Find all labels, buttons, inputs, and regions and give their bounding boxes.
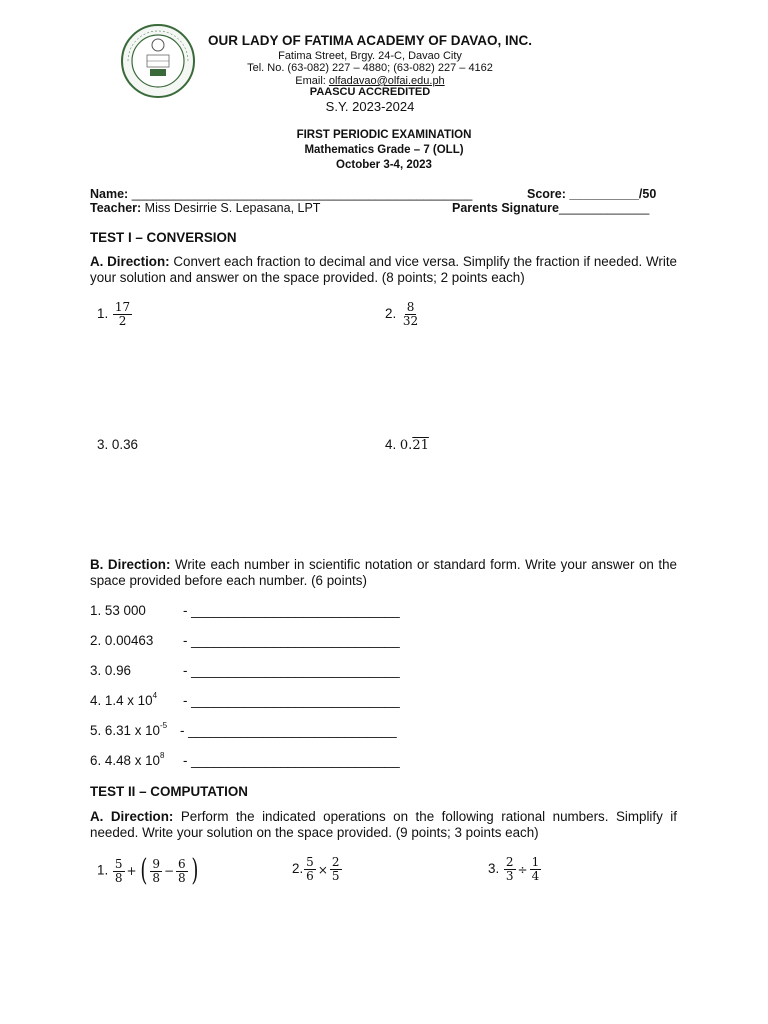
item-number: 5. — [90, 723, 102, 738]
answer-blank[interactable]: - ____________________________ — [183, 753, 400, 768]
right-paren: ) — [191, 853, 199, 888]
parents-signature-label: Parents Signature — [452, 201, 559, 215]
accreditation: PAASCU ACCREDITED — [309, 86, 431, 98]
fraction: $\frac{5}{8}$ — [114, 856, 123, 885]
item-number-value: 53 000 — [104, 603, 146, 618]
item-number-value: 1.4 x $10^4$ — [104, 691, 158, 708]
school-telephone: Tel. No. (63-082) 227 – 4880; (63-082) 227 – 4162 — [247, 62, 493, 74]
fraction: $\frac{2}{3}$ — [505, 855, 514, 883]
item-number: 2. — [292, 861, 304, 877]
partB-item-6[interactable] — [90, 753, 164, 768]
item-number: 3. — [488, 861, 500, 877]
exam-date: October 3-4, 2023 — [336, 159, 432, 171]
test1-partA-direction — [90, 254, 677, 286]
test2-item-2 — [292, 856, 343, 883]
exam-title: FIRST PERIODIC EXAMINATION — [296, 129, 472, 141]
item-number: 3. — [90, 663, 102, 678]
answer-blank[interactable]: - ____________________________ — [183, 603, 400, 618]
direction-label: A. Direction: — [90, 254, 170, 269]
direction-label: B. Direction: — [90, 557, 171, 572]
score-label: Score: — [527, 187, 566, 201]
answer-blank[interactable]: - ____________________________ — [183, 693, 400, 708]
test2-partA-direction — [90, 809, 677, 841]
test1-item-1 — [97, 301, 133, 328]
direction-text: Write each number in scientific notation or standard form. Write your answer on the space provided before each number. (6 points) — [90, 557, 677, 588]
item-number: 3. — [97, 437, 109, 452]
left-paren: ( — [139, 853, 147, 888]
test1-item-3 — [97, 437, 138, 452]
answer-blank[interactable]: - ____________________________ — [183, 663, 400, 678]
fraction: $\frac{9}{8}$ — [152, 856, 160, 885]
fraction: $\frac{2}{5}$ — [331, 855, 340, 883]
fraction: $\frac{8}{32}$ — [402, 300, 419, 328]
email-label: Email: — [295, 75, 329, 87]
partB-item-2[interactable] — [90, 633, 153, 648]
direction-text: Convert each fraction to decimal and vice versa. Simplify the fraction if needed. Write your solution and answer on the space provided. (8 points; 2 points each) — [90, 254, 677, 285]
teacher-label: Teacher: — [90, 201, 142, 215]
operator: − — [163, 864, 175, 878]
item-value: 0.36 — [111, 437, 138, 452]
email-link[interactable]: olfadavao@olfai.edu.ph — [328, 75, 445, 87]
operator: + — [126, 864, 137, 878]
item-number-value: 0.96 — [104, 663, 131, 678]
item-number: 4. — [90, 693, 102, 708]
item-number: 6. — [90, 753, 102, 768]
fraction: $\frac{17}{2}$ — [114, 300, 131, 328]
item-number-value: 4.48 x $10^8$ — [104, 751, 165, 768]
school-name: OUR LADY OF FATIMA ACADEMY OF DAVAO, INC. — [208, 33, 532, 48]
answer-blank[interactable]: - ____________________________ — [183, 633, 400, 648]
test1-partB-direction — [90, 557, 677, 589]
test2-item-3 — [488, 856, 542, 883]
direction-label: A. Direction: — [90, 809, 174, 824]
fraction: $\frac{1}{4}$ — [531, 855, 540, 883]
name-line: _________________________________________________ — [131, 187, 473, 201]
test2-item-1 — [97, 853, 200, 888]
exam-subject: Mathematics Grade – 7 (OLL) — [304, 144, 464, 156]
item-number-value: 0.00463 — [104, 633, 154, 648]
teacher-name: Miss Desirrie S. Lepasana, LPT — [144, 201, 321, 215]
fraction: $\frac{5}{6}$ — [306, 855, 314, 883]
teacher-line — [90, 201, 320, 215]
parents-signature-field[interactable] — [452, 201, 649, 215]
item-number: 1. — [90, 603, 102, 618]
test1-item-4 — [385, 437, 429, 453]
fraction: $\frac{6}{8}$ — [178, 856, 186, 885]
operator: × — [317, 862, 328, 877]
name-field[interactable] — [90, 187, 472, 201]
school-address: Fatima Street, Brgy. 24-C, Davao City — [278, 50, 462, 62]
name-label: Name: — [90, 187, 129, 201]
parents-signature-line: _____________ — [558, 201, 650, 215]
partB-item-3[interactable] — [90, 663, 131, 678]
item-number: 2. — [90, 633, 102, 648]
repeating-decimal: 0.21 — [399, 438, 429, 453]
test1-heading: TEST I – CONVERSION — [90, 230, 237, 245]
item-number-value: 6.31 x $10^{-5}$ — [104, 721, 168, 738]
answer-blank[interactable]: - ____________________________ — [180, 723, 397, 738]
score-line: __________/50 — [569, 187, 657, 201]
partB-item-5[interactable] — [90, 723, 167, 738]
item-number: 4. — [385, 437, 397, 452]
partB-item-4[interactable] — [90, 693, 157, 708]
test2-heading: TEST II – COMPUTATION — [90, 784, 248, 799]
item-number: 1. — [97, 862, 109, 878]
partB-item-1[interactable] — [90, 603, 146, 618]
test1-item-2 — [385, 301, 421, 328]
direction-text: Perform the indicated operations on the following rational numbers. Simplify if needed. Write your solution on the space provided. (9 points; 3 points each) — [90, 809, 677, 840]
item-number: 2. — [385, 306, 397, 322]
school-year: S.Y. 2023-2024 — [325, 99, 415, 114]
operator: ÷ — [517, 862, 528, 877]
score-field[interactable] — [527, 187, 656, 201]
item-number: 1. — [97, 306, 109, 322]
